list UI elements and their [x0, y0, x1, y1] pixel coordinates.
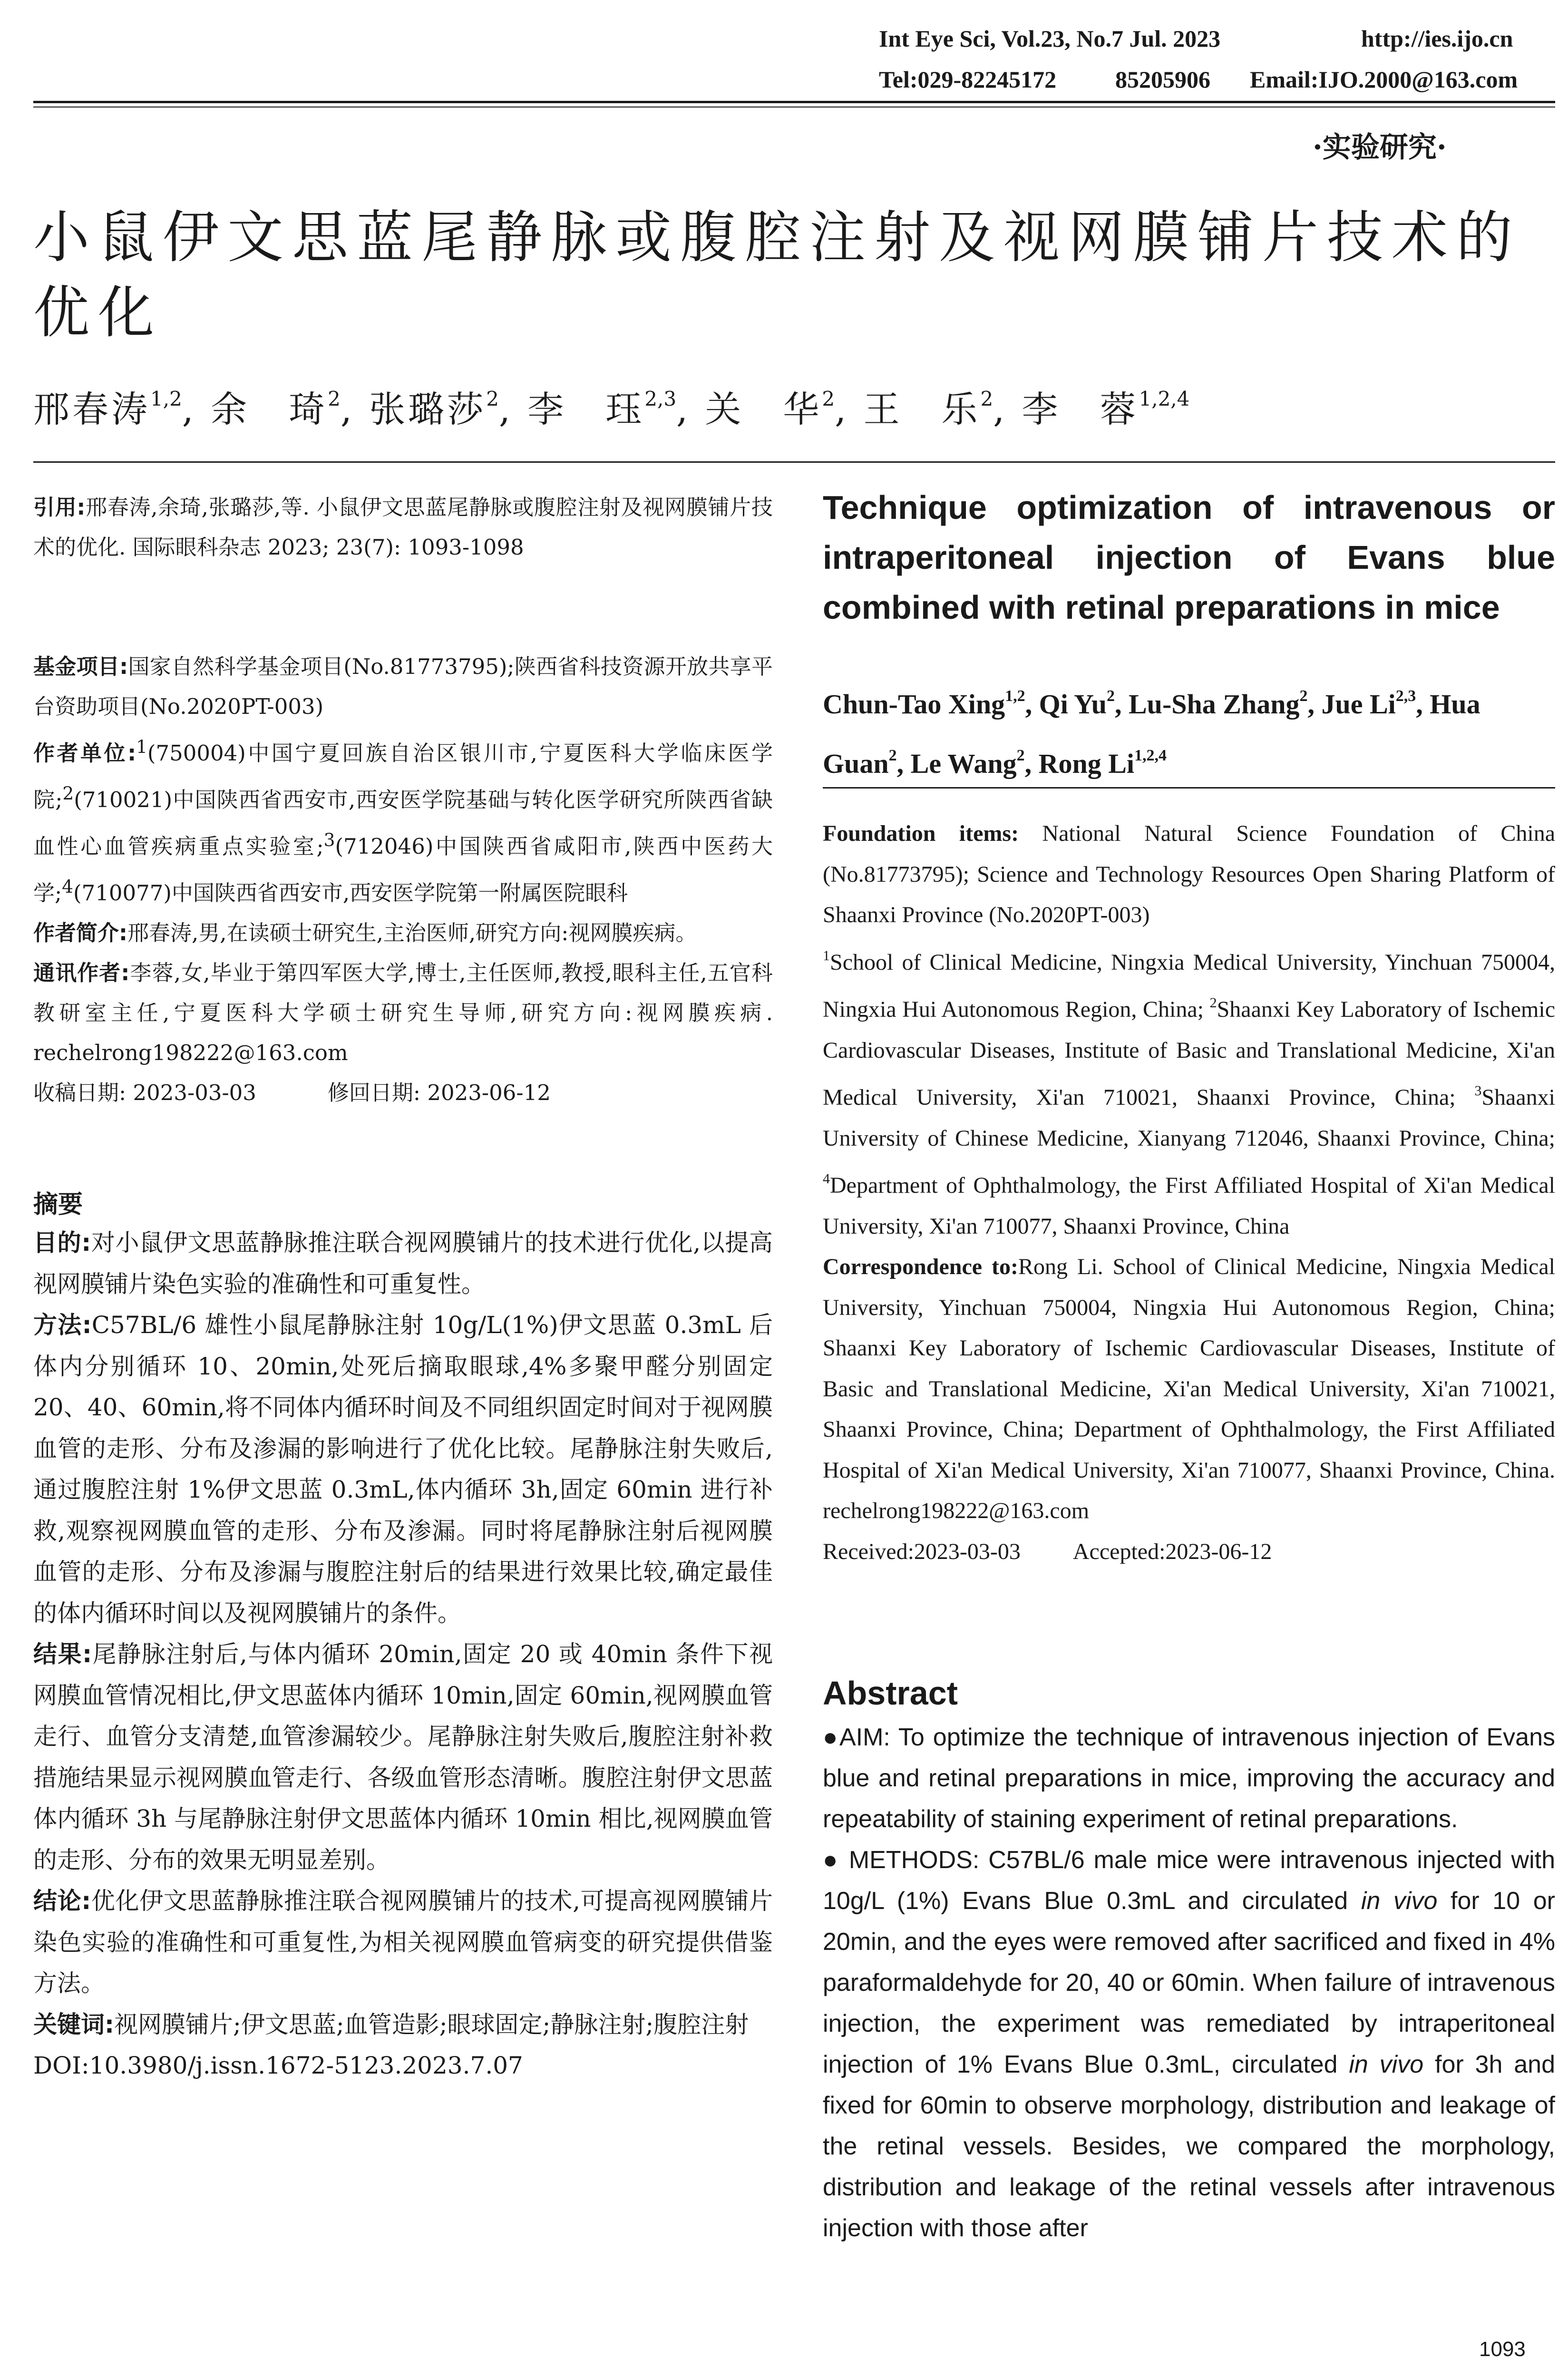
keywords	[33, 2004, 773, 2046]
abstract-zh-aim	[33, 1222, 773, 1305]
aim-text: 对小鼠伊文思蓝静脉推注联合视网膜铺片的技术进行优化,以提高视网膜铺片染色实验的准确性和可重复性。	[33, 1229, 773, 1298]
aim-label: 目的:	[33, 1229, 91, 1257]
abstract-en	[823, 1717, 1555, 2249]
aff-sup: 3	[1474, 1083, 1482, 1099]
author-zh-name: 李 珏	[527, 388, 645, 430]
affil-label: 作者单位:	[33, 740, 136, 766]
abstract-zh-heading: 摘要	[33, 1190, 83, 1219]
author-en-name: Rong Li	[1038, 748, 1135, 779]
abstract-en-aim	[823, 1717, 1555, 1840]
abstract-en-methods	[823, 1840, 1555, 2249]
affil-sup: 4	[62, 876, 74, 897]
author-zh-name: 邢春涛	[33, 388, 150, 430]
correspondence-label: Correspondence to:	[823, 1254, 1019, 1279]
journal-tel: Tel:029-82245172	[879, 66, 1057, 93]
meta-en	[823, 813, 1555, 1572]
received-en: Received:2023-03-03	[823, 1539, 1021, 1564]
author-en-name: Lu-Sha Zhang	[1129, 689, 1300, 720]
aff-text: Department of Ophthalmology, the First Affiliated Hospital of Xi'an Medical University, Xi'an 710077, Shaanxi Province, China	[823, 1173, 1555, 1239]
author-bio	[33, 913, 773, 953]
corr-text: 李蓉,女,毕业于第四军医大学,博士,主任医师,教授,眼科主任,五官科教研室主任,宁夏医科大学硕士研究生导师,研究方向:视网膜疾病. rechelrong198222@163.com	[33, 960, 773, 1065]
abstract-zh	[33, 1222, 773, 2086]
affil-text: (710077)中国陕西省西安市,西安医学院第一附属医院眼科	[73, 880, 628, 906]
authors-en-rule	[823, 787, 1555, 789]
author-zh-sup: 2	[486, 387, 499, 410]
affil-text: (710021)中国陕西省西安市,西安医学院基础与转化医学研究所陕西省缺血性心血管疾病重点实验室;	[33, 787, 773, 859]
in-vivo-italic: in vivo	[1361, 1887, 1438, 1915]
affil-sup: 2	[62, 783, 74, 804]
bio-label: 作者简介:	[33, 920, 127, 945]
aim-en-label: ●AIM:	[823, 1724, 890, 1751]
author-en-sup: 2	[1107, 687, 1115, 705]
title-en: Technique optimization of intravenous or intraperitoneal injection of Evans blue combined with retinal preparations in mice	[823, 489, 1555, 626]
accepted-en: Accepted:2023-06-12	[1072, 1539, 1272, 1564]
correspondence-text: Rong Li. School of Clinical Medicine, Ningxia Medical University, Yinchuan 750004, Ningxia Hui Autonomous Region, China; Shaanxi Key Laboratory of Ischemic Cardiovascular Diseases, Institute of Basic and Translational Medicine, Xi'an Medical University, Xi'an 710021, Shaanxi Province, China; Department of Ophthalmology, the First Affiliated Hospital of Xi'an Medical University, Xi'an 710077, Shaanxi Province, China. rechelrong198222@163.com	[823, 1254, 1555, 1523]
results-text: 尾静脉注射后,与体内循环 20min,固定 20 或 40min 条件下视网膜血管情况相比,伊文思蓝体内循环 10min,固定 60min,视网膜血管走行、血管分支清楚,血管渗漏较少。尾静脉注射失败后,腹腔注射补救措施结果显示视网膜血管走行、各级血管形态清晰。腹腔注射伊文思蓝体内循环 3h 与尾静脉注射伊文思蓝体内循环 10min 相比,视网膜血管的走形、分布的效果无明显差别。	[33, 1640, 773, 1874]
funding-label: 基金项目:	[33, 654, 128, 679]
corresponding-author	[33, 953, 773, 1073]
author-en-sup: 2,3	[1395, 687, 1416, 705]
author-en-name: Jue Li	[1321, 689, 1396, 720]
title-zh: 小鼠伊文思蓝尾静脉或腹腔注射及视网膜铺片技术的优化	[33, 205, 1521, 345]
affiliations-en	[823, 935, 1555, 1247]
conclusion-label: 结论:	[33, 1887, 91, 1915]
corr-label: 通讯作者:	[33, 960, 130, 985]
foundation-text: National Natural Science Foundation of China (No.81773795); Science and Technology Resources Open Sharing Platform of Shaanxi Province (No.2020PT-003)	[823, 821, 1555, 927]
aff-sup: 1	[823, 947, 830, 964]
methods-label: 方法:	[33, 1311, 92, 1339]
in-vivo-italic: in vivo	[1349, 2051, 1424, 2078]
abstract-zh-methods	[33, 1305, 773, 1634]
author-en-sup: 1,2	[1005, 687, 1025, 705]
methods-en-text: for 3h and fixed for 60min to observe morphology, distribution and leakage of the retinal vessels. Besides, we compared the morphology, distribution and leakage of the retinal vessels after intravenous injection with those after	[823, 2051, 1555, 2242]
dates-en	[823, 1531, 1555, 1572]
methods-en-text: for 10 or 20min, and the eyes were removed after sacrificed and fixed in 4% paraformaldehyde for 20, 40 or 60min. When failure of intravenous injection, the experiment was remediated by intraperitoneal injection of 1% Evans Blue 0.3mL, circulated	[823, 1887, 1555, 2078]
aff-sup: 2	[1209, 995, 1217, 1011]
author-zh-name: 李 蓉	[1022, 388, 1139, 430]
dates	[33, 1073, 773, 1113]
keywords-text: 视网膜铺片;伊文思蓝;血管造影;眼球固定;静脉注射;腹腔注射	[114, 2010, 749, 2038]
methods-en-text: C57BL/6 male mice were intravenous injected with 10g/L (1%) Evans Blue 0.3mL and circulated	[823, 1846, 1556, 1915]
aff-text: School of Clinical Medicine, Ningxia Medical University, Yinchuan 750004, Ningxia Hui Autonomous Region, China;	[823, 949, 1555, 1022]
authors-rule	[33, 461, 1555, 463]
author-zh-name: 张璐莎	[369, 388, 487, 430]
aff-sup: 4	[823, 1171, 830, 1187]
keywords-label: 关键词:	[33, 2010, 114, 2038]
citation-block	[33, 487, 773, 567]
author-en-sup: 2	[888, 747, 897, 764]
aim-en-text: To optimize the technique of intravenous injection of Evans blue and retinal preparations in mice, improving the accuracy and repeatability of staining experiment of retinal preparations.	[823, 1724, 1555, 1833]
header-rule-thick	[33, 101, 1555, 103]
author-zh-sup: 2	[980, 387, 993, 410]
authors-en: Chun-Tao Xing$^{1,2}$, Qi Yu$^2$, Lu-Sha Zhang$^2$, Jue Li$^{2,3}$, Hua Guan$^2$, Le Wang$^2$, Rong Li$^{1,2,4}$	[823, 687, 1480, 779]
affil-sup: 1	[136, 736, 147, 757]
citation-text: 邢春涛,余琦,张璐莎,等. 小鼠伊文思蓝尾静脉或腹腔注射及视网膜铺片技术的优化. 国际眼科杂志 2023; 23(7): 1093-1098	[33, 495, 773, 560]
received-date: 收稿日期: 2023-03-03	[33, 1080, 256, 1105]
affil-text: (750004)中国宁夏回族自治区银川市,宁夏医科大学临床医学院;	[33, 740, 773, 812]
author-en-name: Hua Guan	[823, 689, 1480, 779]
affiliations	[33, 727, 773, 913]
author-en-sup: 2	[1299, 687, 1308, 705]
methods-text: C57BL/6 雄性小鼠尾静脉注射 10g/L(1%)伊文思蓝 0.3mL 后体内分别循环 10、20min,处死后摘取眼球,4%多聚甲醛分别固定 20、40、60min,将不同体内循环时间及不同组织固定时间对于视网膜血管的走形、分布及渗漏的影响进行了优化比较。尾静脉注射失败后,通过腹腔注射 1%伊文思蓝 0.3mL,体内循环 3h,固定 60min 进行补救,观察视网膜血管的走形、分布及渗漏。同时将尾静脉注射后视网膜血管的走形、分布及渗漏与腹腔注射后的结果进行效果比较,确定最佳的体内循环时间以及视网膜铺片的条件。	[33, 1311, 773, 1627]
author-en-name: Le Wang	[910, 748, 1017, 779]
citation-label: 引用:	[33, 495, 86, 520]
author-en-name: Chun-Tao Xing	[823, 689, 1005, 720]
journal-url[interactable]: http://ies.ijo.cn	[1361, 25, 1513, 52]
author-zh-sup: 1,2,4	[1139, 387, 1190, 410]
meta-block	[33, 647, 773, 1113]
foundation-label: Foundation items:	[823, 821, 1019, 846]
author-zh-sup: 2	[328, 387, 341, 410]
bio-text: 邢春涛,男,在读硕士研究生,主治医师,研究方向:视网膜疾病。	[127, 920, 697, 945]
author-zh-sup: 2,3	[644, 387, 677, 410]
methods-en-label: ● METHODS:	[823, 1846, 980, 1874]
doi[interactable]: DOI:10.3980/j.issn.1672-5123.2023.7.07	[33, 2052, 523, 2079]
aff-text: Shaanxi University of Chinese Medicine, Xianyang 712046, Shaanxi Province, China;	[823, 1085, 1555, 1151]
affil-sup: 3	[323, 829, 335, 850]
results-label: 结果:	[33, 1640, 92, 1668]
abstract-zh-results	[33, 1634, 773, 1880]
abstract-en-heading: Abstract	[823, 1675, 958, 1712]
funding	[33, 647, 773, 727]
affil-text: (712046)中国陕西省咸阳市,陕西中医药大学;	[33, 834, 773, 906]
author-en-sup: 2	[1016, 747, 1025, 764]
journal-fax: 85205906	[1115, 66, 1210, 93]
journal-info: Int Eye Sci, Vol.23, No.7 Jul. 2023	[879, 25, 1221, 52]
correspondence-en	[823, 1247, 1555, 1531]
authors-zh: 邢春涛$^{1,2}$, 余 琦$^2$, 张璐莎$^2$, 李 珏$^{2,3}$, 关 华$^2$, 王 乐$^2$, 李 蓉$^{1,2,4}$	[33, 387, 1190, 430]
conclusion-text: 优化伊文思蓝静脉推注联合视网膜铺片的技术,可提高视网膜铺片染色实验的准确性和可重复性,为相关视网膜血管病变的研究提供借鉴方法。	[33, 1887, 773, 1997]
funding-text: 国家自然科学基金项目(No.81773795);陕西省科技资源开放共享平台资助项目(No.2020PT-003)	[33, 654, 773, 719]
author-zh-sup: 1,2	[150, 387, 182, 410]
revised-date: 修回日期: 2023-06-12	[327, 1080, 551, 1105]
author-en-sup: 1,2,4	[1134, 747, 1167, 764]
section-label: ·实验研究·	[1313, 131, 1447, 164]
abstract-zh-conclusion	[33, 1880, 773, 2004]
author-zh-sup: 2	[822, 387, 835, 410]
aff-text: Shaanxi Key Laboratory of Ischemic Cardiovascular Diseases, Institute of Basic and Translational Medicine, Xi'an Medical University, Xi'an 710021, Shaanxi Province, China;	[823, 997, 1556, 1110]
foundation	[823, 813, 1555, 935]
author-zh-name: 余 琦	[211, 388, 328, 430]
author-zh-name: 王 乐	[863, 388, 981, 430]
page-number: 1093	[1479, 2338, 1526, 2361]
author-zh-name: 关 华	[705, 388, 822, 430]
author-en-name: Qi Yu	[1039, 689, 1107, 720]
journal-email[interactable]: Email:IJO.2000@163.com	[1250, 66, 1518, 93]
